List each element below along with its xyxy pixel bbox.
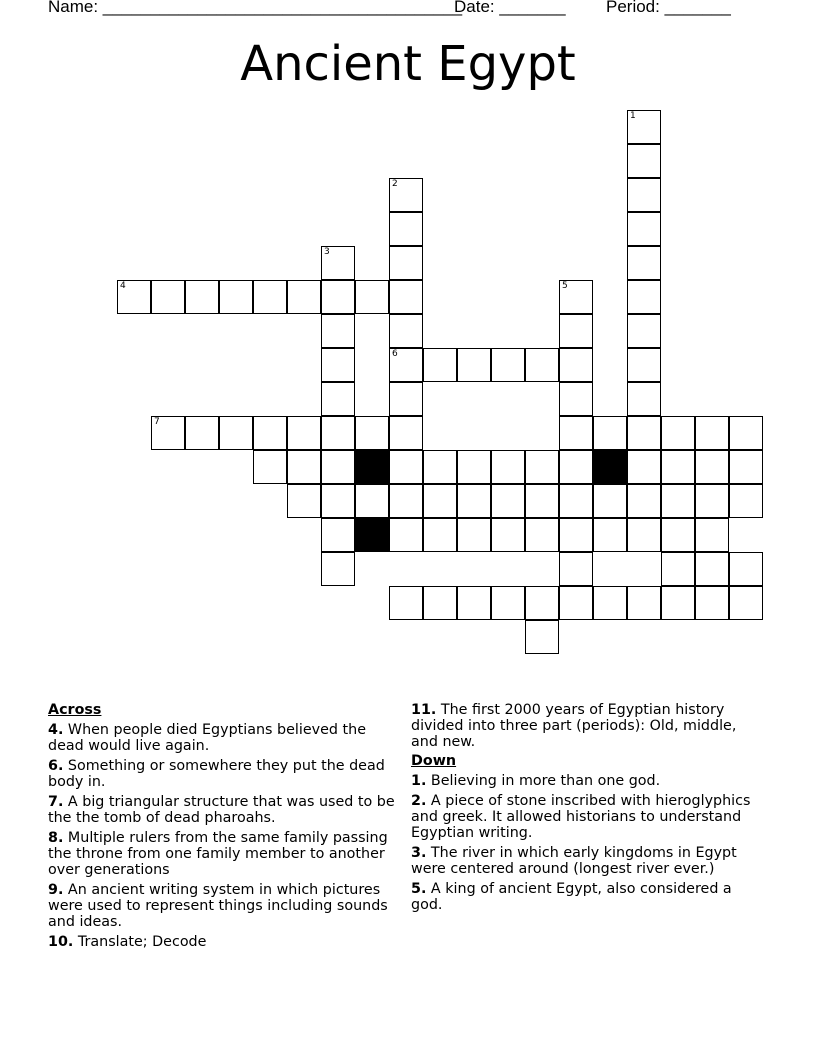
clue-number: 3 [324, 247, 330, 257]
grid-cell[interactable] [491, 586, 525, 620]
clue-text: A king of ancient Egypt, also considered a god. [411, 881, 732, 913]
grid-cell[interactable] [423, 518, 457, 552]
grid-cell[interactable] [389, 348, 423, 382]
clue-number-label: 10. [48, 934, 74, 950]
grid-block [355, 518, 389, 552]
grid-cell[interactable] [627, 110, 661, 144]
grid-cell[interactable] [287, 416, 321, 450]
grid-cell[interactable] [525, 450, 559, 484]
grid-cell[interactable] [593, 484, 627, 518]
grid-cell[interactable] [661, 450, 695, 484]
grid-cell[interactable] [559, 518, 593, 552]
grid-cell[interactable] [321, 246, 355, 280]
grid-cell[interactable] [321, 348, 355, 382]
grid-cell[interactable] [389, 416, 423, 450]
grid-cell[interactable] [219, 280, 253, 314]
grid-cell[interactable] [321, 382, 355, 416]
grid-cell[interactable] [423, 450, 457, 484]
clues-left-column [48, 702, 400, 954]
clue-number: 6 [392, 349, 398, 359]
clue-text: Believing in more than one god. [426, 773, 661, 789]
grid-cell[interactable] [627, 518, 661, 552]
across-clue-list-continued [411, 702, 767, 750]
grid-cell[interactable] [423, 348, 457, 382]
grid-cell[interactable] [321, 484, 355, 518]
date-field[interactable]: Date: _______ [454, 0, 566, 16]
grid-cell[interactable] [117, 280, 151, 314]
grid-cell[interactable] [729, 586, 763, 620]
across-clue [48, 794, 400, 826]
grid-block [593, 450, 627, 484]
grid-cell[interactable] [695, 586, 729, 620]
grid-cell[interactable] [151, 280, 185, 314]
clue-text: Multiple rulers from the same family passing the throne from one family member to another over generations [48, 830, 388, 878]
grid-cell[interactable] [661, 586, 695, 620]
grid-cell[interactable] [661, 484, 695, 518]
page-title: Ancient Egypt [240, 36, 576, 92]
grid-cell[interactable] [593, 586, 627, 620]
clue-number: 4 [120, 281, 126, 291]
grid-cell[interactable] [287, 280, 321, 314]
clue-text: A big triangular structure that was used to be the the tomb of dead pharoahs. [48, 794, 395, 826]
down-clue-list [411, 773, 767, 913]
grid-cell[interactable] [627, 314, 661, 348]
grid-cell[interactable] [287, 450, 321, 484]
across-clue-list [48, 722, 400, 950]
name-field[interactable]: Name: ______________________________________ [48, 0, 463, 16]
grid-cell[interactable] [287, 484, 321, 518]
clue-text: An ancient writing system in which pictures were used to represent things including sounds and ideas. [48, 882, 388, 930]
down-clue [411, 793, 767, 841]
grid-cell[interactable] [525, 348, 559, 382]
grid-cell[interactable] [729, 450, 763, 484]
grid-cell[interactable] [321, 518, 355, 552]
grid-cell[interactable] [389, 246, 423, 280]
grid-cell[interactable] [661, 416, 695, 450]
grid-cell[interactable] [389, 518, 423, 552]
grid-cell[interactable] [695, 484, 729, 518]
grid-cell[interactable] [457, 484, 491, 518]
grid-cell[interactable] [627, 246, 661, 280]
down-clue [411, 773, 767, 789]
grid-cell[interactable] [525, 484, 559, 518]
grid-cell[interactable] [321, 280, 355, 314]
grid-cell[interactable] [491, 450, 525, 484]
across-clue [411, 702, 767, 750]
clue-text: The river in which early kingdoms in Egypt were centered around (longest river ever.) [411, 845, 737, 877]
grid-cell[interactable] [389, 382, 423, 416]
across-clue [48, 830, 400, 878]
clue-number-label: 4. [48, 722, 64, 738]
grid-cell[interactable] [457, 518, 491, 552]
grid-cell[interactable] [389, 280, 423, 314]
clue-number-label: 6. [48, 758, 64, 774]
grid-cell[interactable] [389, 484, 423, 518]
grid-cell[interactable] [185, 280, 219, 314]
grid-cell[interactable] [389, 586, 423, 620]
clue-number: 1 [630, 111, 636, 121]
grid-cell[interactable] [321, 552, 355, 586]
grid-cell[interactable] [355, 484, 389, 518]
grid-cell[interactable] [627, 450, 661, 484]
grid-cell[interactable] [321, 416, 355, 450]
clue-number-label: 2. [411, 793, 427, 809]
grid-cell[interactable] [423, 484, 457, 518]
clue-number: 7 [154, 417, 160, 427]
grid-block [355, 450, 389, 484]
grid-cell[interactable] [321, 314, 355, 348]
across-clue [48, 722, 400, 754]
period-field[interactable]: Period: _______ [606, 0, 731, 16]
across-heading: Across [48, 702, 102, 718]
grid-cell[interactable] [423, 586, 457, 620]
grid-cell[interactable] [389, 212, 423, 246]
clue-number-label: 3. [411, 845, 427, 861]
grid-cell[interactable] [661, 518, 695, 552]
grid-cell[interactable] [525, 620, 559, 654]
grid-cell[interactable] [559, 450, 593, 484]
clue-number-label: 8. [48, 830, 64, 846]
grid-cell[interactable] [627, 484, 661, 518]
grid-cell[interactable] [321, 450, 355, 484]
grid-cell[interactable] [593, 416, 627, 450]
grid-cell[interactable] [389, 450, 423, 484]
down-clue [411, 845, 767, 877]
grid-cell[interactable] [355, 280, 389, 314]
grid-cell[interactable] [627, 382, 661, 416]
clue-number-label: 1. [411, 773, 427, 789]
grid-cell[interactable] [457, 450, 491, 484]
grid-cell[interactable] [559, 280, 593, 314]
grid-cell[interactable] [559, 314, 593, 348]
grid-cell[interactable] [729, 484, 763, 518]
grid-cell[interactable] [695, 450, 729, 484]
grid-cell[interactable] [559, 586, 593, 620]
grid-cell[interactable] [559, 484, 593, 518]
grid-cell[interactable] [627, 144, 661, 178]
across-clue [48, 758, 400, 790]
clue-number-label: 11. [411, 702, 437, 718]
grid-cell[interactable] [185, 416, 219, 450]
down-heading: Down [411, 753, 457, 769]
grid-cell[interactable] [253, 450, 287, 484]
grid-cell[interactable] [457, 586, 491, 620]
grid-cell[interactable] [627, 280, 661, 314]
clue-number-label: 9. [48, 882, 64, 898]
grid-cell[interactable] [593, 518, 627, 552]
grid-cell[interactable] [491, 518, 525, 552]
grid-cell[interactable] [559, 552, 593, 586]
grid-cell[interactable] [729, 416, 763, 450]
clue-number: 2 [392, 179, 398, 189]
grid-cell[interactable] [627, 416, 661, 450]
grid-cell[interactable] [525, 518, 559, 552]
grid-cell[interactable] [627, 212, 661, 246]
grid-cell[interactable] [729, 552, 763, 586]
clue-number: 5 [562, 281, 568, 291]
grid-cell[interactable] [389, 178, 423, 212]
grid-cell[interactable] [627, 178, 661, 212]
grid-cell[interactable] [559, 382, 593, 416]
grid-cell[interactable] [627, 348, 661, 382]
clue-text: A piece of stone inscribed with hieroglyphics and greek. It allowed historians to understand Egyptian writing. [411, 793, 751, 841]
grid-cell[interactable] [253, 280, 287, 314]
grid-cell[interactable] [457, 348, 491, 382]
grid-cell[interactable] [559, 416, 593, 450]
clue-text: Something or somewhere they put the dead body in. [48, 758, 385, 790]
grid-cell[interactable] [355, 416, 389, 450]
across-clue [48, 882, 400, 930]
across-clue [48, 934, 400, 950]
clue-text: The first 2000 years of Egyptian history divided into three part (periods): Old, middle, and new. [411, 702, 737, 750]
clue-text: Translate; Decode [73, 934, 207, 950]
grid-cell[interactable] [219, 416, 253, 450]
grid-cell[interactable] [525, 586, 559, 620]
clue-text: When people died Egyptians believed the dead would live again. [48, 722, 366, 754]
grid-cell[interactable] [695, 552, 729, 586]
grid-cell[interactable] [491, 348, 525, 382]
grid-cell[interactable] [559, 348, 593, 382]
grid-cell[interactable] [491, 484, 525, 518]
grid-cell[interactable] [253, 416, 287, 450]
clues-right-column [411, 702, 767, 917]
grid-cell[interactable] [695, 518, 729, 552]
down-clue [411, 881, 767, 913]
grid-cell[interactable] [661, 552, 695, 586]
clue-number-label: 7. [48, 794, 64, 810]
clue-number-label: 5. [411, 881, 427, 897]
grid-cell[interactable] [389, 314, 423, 348]
grid-cell[interactable] [695, 416, 729, 450]
grid-cell[interactable] [627, 586, 661, 620]
grid-cell[interactable] [151, 416, 185, 450]
